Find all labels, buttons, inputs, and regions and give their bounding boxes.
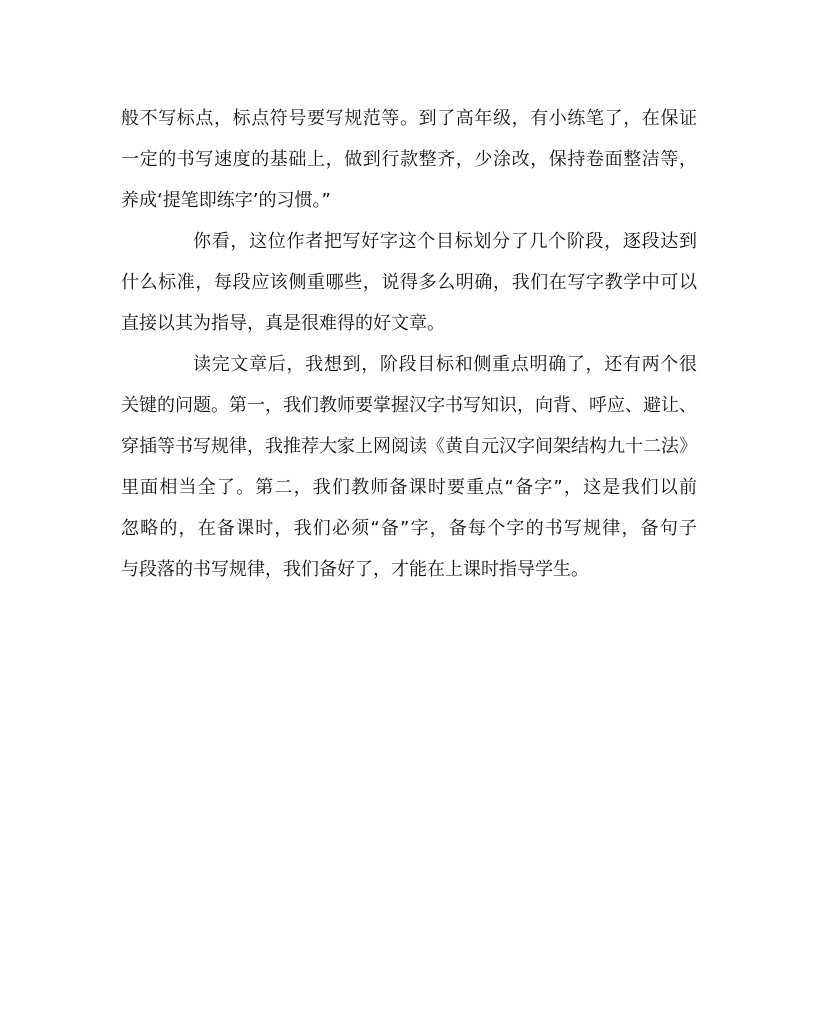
text-line: 你看，这位作者把写好字这个目标划分了几个阶段，逐段达到 bbox=[193, 231, 697, 252]
text-line: 直接以其为指导，真是很难得的好文章。 bbox=[121, 313, 445, 334]
text-line: 一定的书写速度的基础上，做到行款整齐，少涂改，保持卷面整洁等， bbox=[121, 149, 697, 170]
text-line: 读完文章后，我想到，阶段目标和侧重点明确了，还有两个很 bbox=[193, 354, 697, 375]
text-line: 养成‘提笔即练字’的习惯。” bbox=[121, 190, 331, 211]
paragraph bbox=[121, 221, 697, 344]
text-line: 什么标准，每段应该侧重哪些，说得多么明确，我们在写字教学中可以 bbox=[121, 272, 697, 293]
text-line: 关键的问题。第一，我们教师要掌握汉字书写知识，向背、呼应、避让、 bbox=[121, 395, 697, 416]
text-line: 穿插等书写规律，我推荐大家上网阅读《黄自元汉字间架结构九十二法》 bbox=[121, 436, 697, 457]
paragraph-continuation bbox=[121, 98, 697, 221]
text-line: 般不写标点，标点符号要写规范等。到了高年级，有小练笔了，在保证 bbox=[121, 108, 697, 129]
paragraph bbox=[121, 344, 697, 590]
text-line: 与段落的书写规律，我们备好了，才能在上课时指导学生。 bbox=[121, 559, 589, 580]
text-line: 里面相当全了。第二，我们教师备课时要重点“备字”，这是我们以前 bbox=[121, 477, 697, 498]
text-line: 忽略的，在备课时，我们必须“备”字，备每个字的书写规律，备句子 bbox=[121, 518, 697, 539]
document-body bbox=[121, 98, 697, 590]
